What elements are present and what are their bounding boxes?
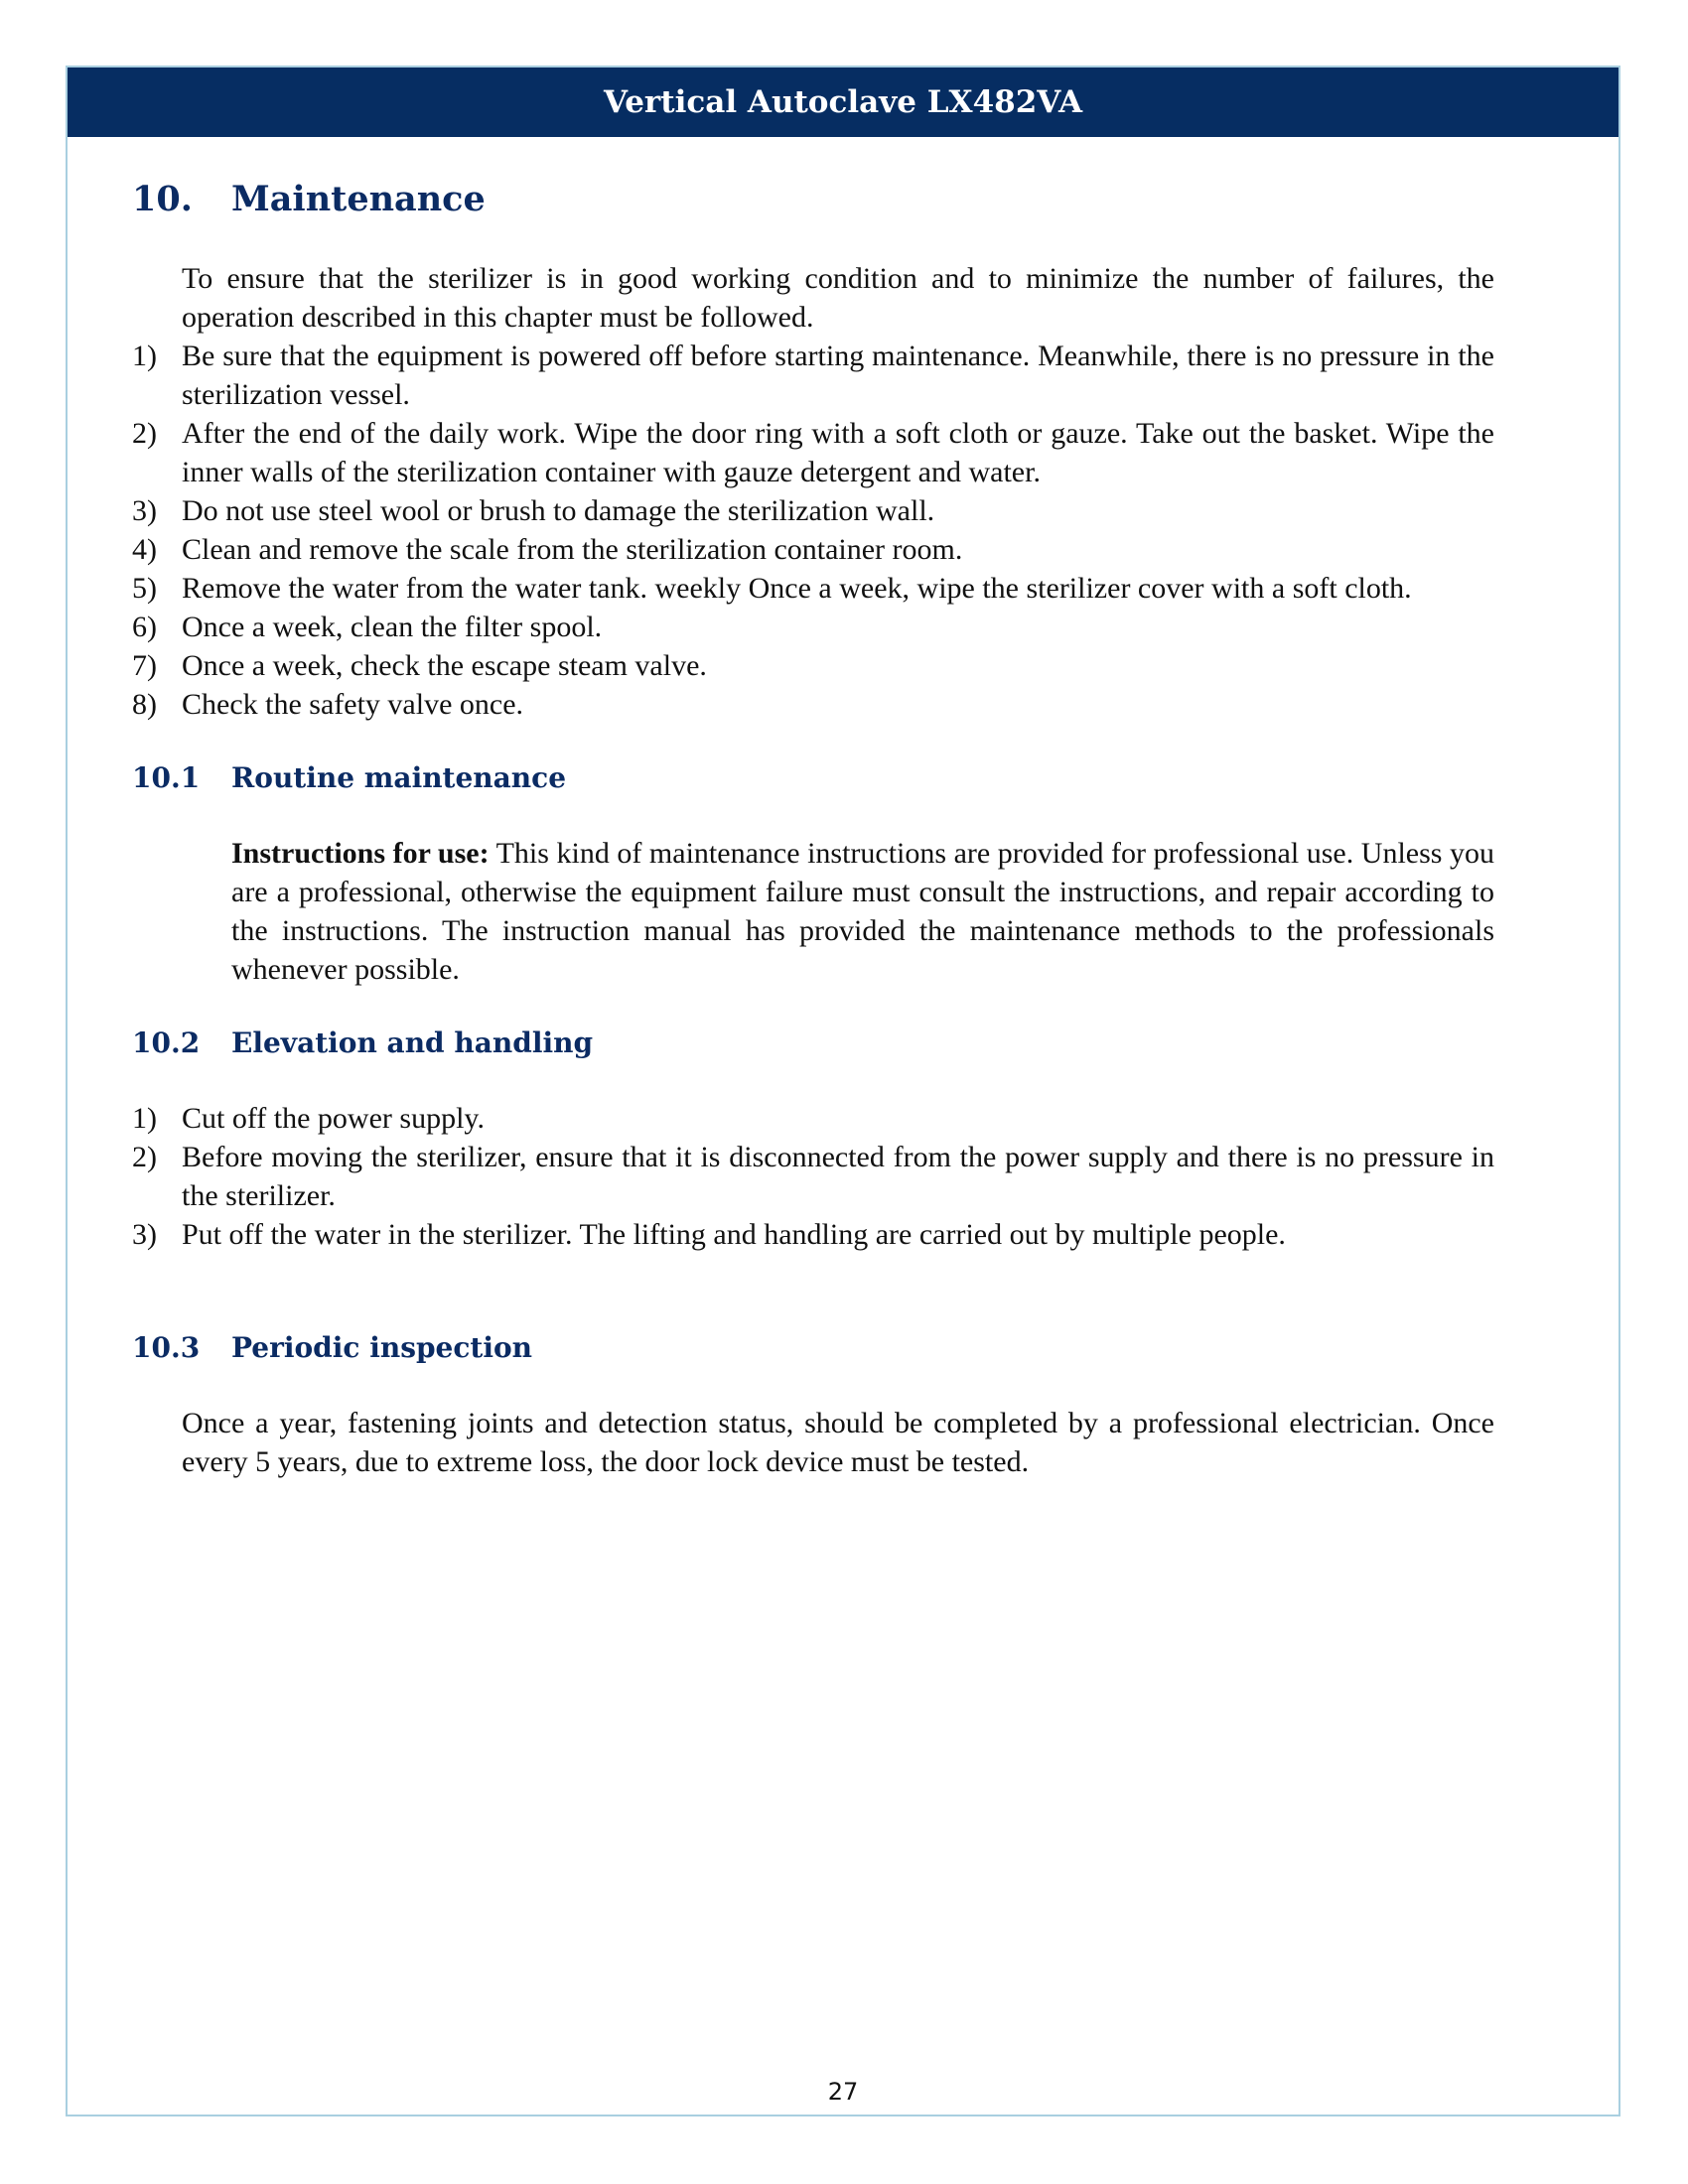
list-item: 6) Once a week, clean the filter spool.: [132, 611, 603, 643]
list-item: 5) Remove the water from the water tank. weekly Once a week, wipe the sterilizer cover with a soft cloth.: [132, 572, 1412, 605]
list-item: 3) Put off the water in the sterilizer. The lifting and handling are carried out by multiple people.: [132, 1218, 1286, 1251]
list-item: 7) Once a week, check the escape steam valve.: [132, 649, 707, 682]
list-item: 2) Before moving the sterilizer, ensure that it is disconnected from the power supply and there is no pressure in the sterilizer.: [132, 1141, 1494, 1212]
list-item: 4) Clean and remove the scale from the sterilization container room.: [132, 533, 963, 566]
section-intro: To ensure that the sterilizer is in good working condition and to minimize the number of failures, the operation described in this chapter must be followed.: [182, 262, 1494, 334]
subsection-title: Elevation and handling: [231, 1026, 594, 1059]
subsection-title: Periodic inspection: [231, 1331, 532, 1364]
elevation-list: [132, 1099, 1494, 1254]
subsection-number: 10.2: [132, 1026, 201, 1059]
list-item: 2) After the end of the daily work. Wipe the door ring with a soft cloth or gauze. Take out the basket. Wipe the inner walls of the sterilization container with gauze detergent and water.: [132, 417, 1494, 488]
page-number: 27: [827, 2078, 859, 2106]
maintenance-list: [132, 337, 1494, 724]
list-item: 1) Be sure that the equipment is powered off before starting maintenance. Meanwhile, there is no pressure in the sterilization vessel.: [132, 340, 1494, 411]
periodic-paragraph: Once a year, fastening joints and detection status, should be completed by a professional electrician. Once every 5 years, due to extreme loss, the door lock device must be tested.: [182, 1407, 1494, 1478]
subsection-heading-routine: [132, 761, 1494, 794]
document-body: [132, 179, 1494, 1481]
routine-paragraph: [231, 834, 1494, 989]
section-title: Maintenance: [231, 179, 486, 219]
routine-text: This kind of maintenance instructions are provided for professional use. Unless you are a professional, otherwise the equipment failure must consult the instructions, and repair according to the instructions. The instruction manual has provided the maintenance methods to the professionals whenever possible.: [231, 837, 1494, 986]
subsection-heading-periodic: [132, 1331, 1494, 1364]
list-item: 3) Do not use steel wool or brush to damage the sterilization wall.: [132, 494, 935, 527]
section-number: 10.: [132, 179, 193, 219]
subsection-title: Routine maintenance: [231, 761, 567, 794]
document-title: Vertical Autoclave LX482VA: [604, 84, 1082, 120]
subsection-number: 10.3: [132, 1331, 201, 1364]
list-item: 1) Cut off the power supply.: [132, 1102, 485, 1135]
subsection-heading-elevation: [132, 1026, 1494, 1059]
list-item: 8) Check the safety valve once.: [132, 688, 524, 721]
section-heading-maintenance: [132, 179, 1494, 219]
document-header: [68, 68, 1618, 137]
routine-lead: Instructions for use:: [231, 837, 490, 870]
subsection-number: 10.1: [132, 761, 201, 794]
